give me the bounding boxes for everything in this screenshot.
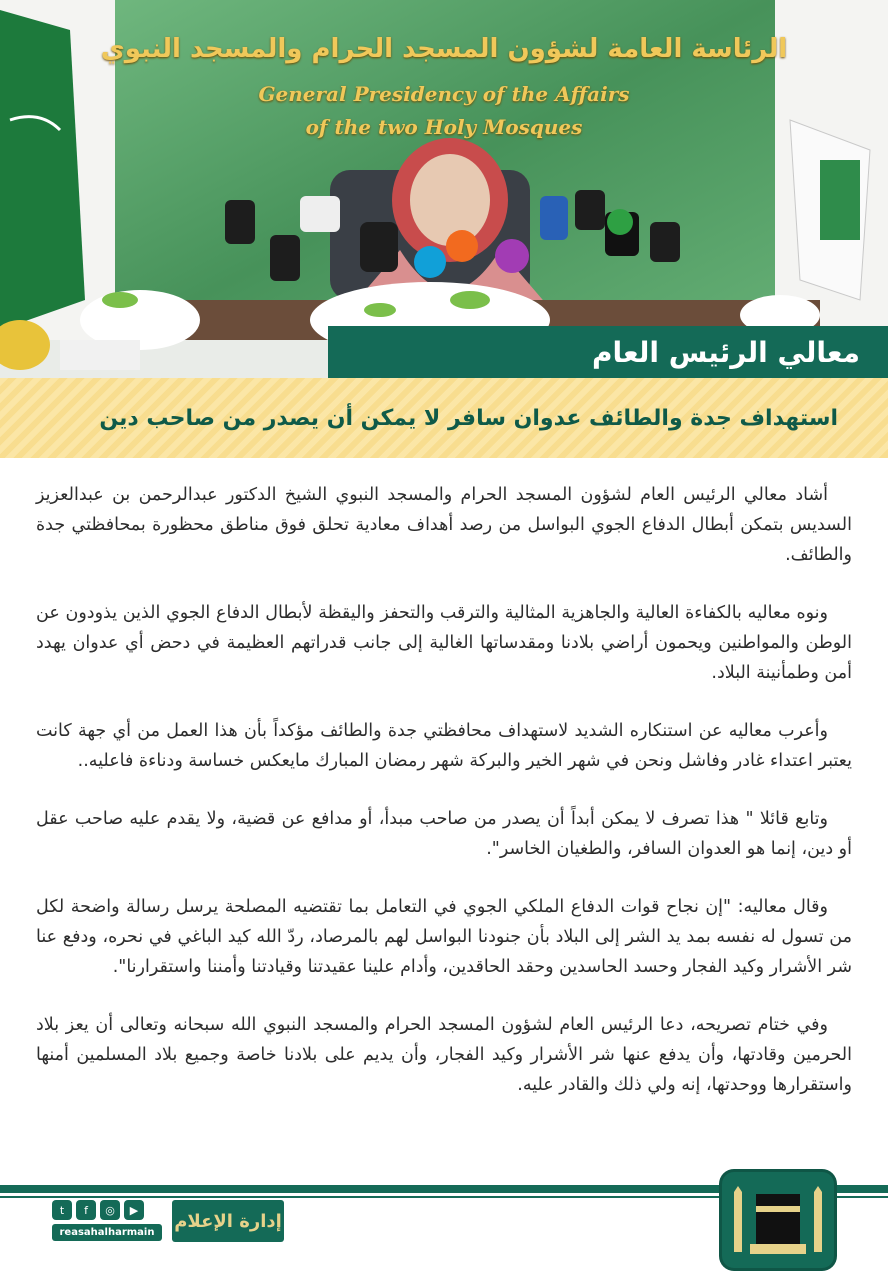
media-department-logo: إدارة الإعلام [172, 1200, 284, 1242]
facebook-icon[interactable]: f [76, 1200, 96, 1220]
paragraph: وأعرب معاليه عن استنكاره الشديد لاستهداف محافظتي جدة والطائف مؤكداً بأن هذا العمل من أي جهة كانت يعتبر اعتداء غادر وفاشل ونحن في شهر الخير والبركة شهر رمضان المبارك مايعكس خساسة ودناءة فاعليه.. [36, 721, 852, 771]
social-links [52, 1200, 162, 1244]
kaaba-emblem-logo [722, 1172, 834, 1268]
section-tab [328, 326, 888, 378]
banner-english-line1: General Presidency of the Affairs [258, 82, 630, 106]
headline-text: استهداف جدة والطائف عدوان سافر لا يمكن أن يصدر من صاحب دين [99, 405, 838, 431]
article-body [36, 480, 852, 1128]
instagram-icon[interactable]: ◎ [100, 1200, 120, 1220]
section-tab-label: معالي الرئيس العام [592, 335, 860, 369]
twitter-icon[interactable]: t [52, 1200, 72, 1220]
youtube-icon[interactable]: ▶ [124, 1200, 144, 1220]
kaaba-icon [722, 1172, 834, 1268]
banner-english-line2: of the two Holy Mosques [305, 115, 583, 139]
banner-arabic-text: الرئاسة العامة لشؤون المسجد الحرام والمسجد النبوي [100, 34, 788, 64]
social-handle[interactable]: reasahalharmain [52, 1224, 162, 1241]
paragraph: وتابع قائلا " هذا تصرف لا يمكن أبداً أن يصدر من صاحب مبدأ، أو مدافع عن قضية، ولا يقدم عليه صاحب عقل أو دين، إنما هو العدوان السافر، والطغيان الخاسر". [36, 809, 852, 859]
header-photo [0, 0, 888, 378]
paragraph: أشاد معالي الرئيس العام لشؤون المسجد الحرام والمسجد النبوي الشيخ الدكتور عبدالرحمن بن عبدالعزيز السديس بتمكن أبطال الدفاع الجوي البواسل من رصد أهداف معادية تحلق فوق مناطق محظورة بمحافظتي جدة والطائف. [36, 485, 852, 565]
paragraph: وفي ختام تصريحه، دعا الرئيس العام لشؤون المسجد الحرام والمسجد النبوي الله سبحانه وتعالى أن يعز بلاد الحرمين وقادتها، وأن يدفع عنها شر الأشرار وكيد الفجار، وأن يديم على بلادنا خاصة وجميع بلاد المسلمين أمنها واستقرارها ووحدتها، إنه ولي ذلك والقادر عليه. [36, 1015, 852, 1095]
headline-bar [0, 378, 888, 458]
paragraph: ونوه معاليه بالكفاءة العالية والجاهزية المثالية والترقب والتحفز واليقظة لأبطال الدفاع الجوي الذين يذودون عن الوطن والمواطنين ويحمون أراضي بلادنا ومقدساتها الغالية إلى جانب قدراتهم العظيمة في دحض أي عدوان يهدد أمن وطمأنينة البلاد. [36, 603, 852, 683]
paragraph: وقال معاليه: "إن نجاح قوات الدفاع الملكي الجوي في التعامل بما تقتضيه المصلحة يرسل رسالة واضحة لكل من تسول له نفسه بمد يد الشر إلى البلاد بأن جنودنا البواسل لهم بالمرصاد، ردّ الله كيد الباغي في نحره، ودفع عنا شر الأشرار وكيد الفجار وحسد الحاسدين وحقد الحاقدين، وأدام علينا عقيدتنا وقيادتنا وأمننا واستقرارنا". [36, 897, 852, 977]
